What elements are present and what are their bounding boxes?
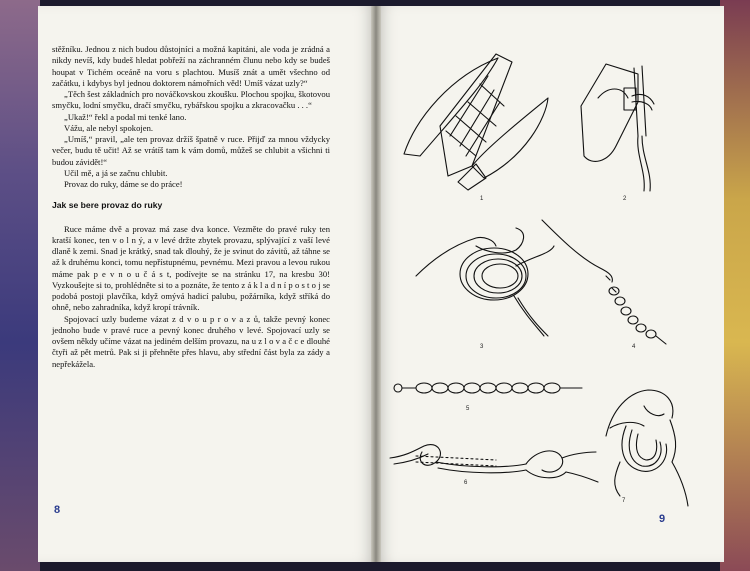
left-page-text: [52, 44, 330, 370]
figure-2-cleat-board: [581, 64, 654, 191]
paragraph: Ruce máme dvě a provaz má zase dva konce. Vezměte do pravé ruky ten kratší konec, ten v o l n ý, a v levé držte zbytek provazu, splývající z vaší levé dlaně k zemi. Snad je krátký, snad tak dlouhý, že je svinut do závitů, až táhne se až k druhému konci, tomu nepřístupnému, pevnému. Mezi pravou a levou rukou máme pak p e v n o u č á s t, podívejte se na stránku 17, na kresbu 30! Vyzkoušejte si to, prohlédněte si to a poznáte, že tento z á k l a d n í p o s t o j se podobá postoji plavčíka, když omývá hadicí palubu, požárníka, když stříká do ohně, nebo zahradníka, když kropí trávník.: [52, 223, 330, 313]
figure-label-3: 3: [480, 344, 484, 350]
figure-3-coiled-rope: [416, 228, 554, 336]
figure-label-4: 4: [632, 344, 636, 350]
page-number-right: 9: [659, 513, 666, 525]
paragraph: „Umíš,“ pravil, „ale ten provaz držíš špatně v ruce. Přijď za mnou vždycky večer, budu tě učit! Až se vrátíš tam k vám domů, můžeš se chlubit a všichni ti budou závidět!“: [52, 134, 330, 167]
figure-1-pocket-knife: [404, 54, 548, 190]
figure-label-1: 1: [480, 196, 484, 202]
paragraph: Provaz do ruky, dáme se do práce!: [64, 179, 183, 189]
paragraph: Spojovací uzly budeme vázat z d v o u p r o v a z ů, takže pevný konec jednoho bude v pravé ruce a pevný konec druhého v levé. Spojovací uzly se ovšem někdy učíme vázat na jediném delším provazu, na u z l o v a č c e dlouhé čtyři až pět metrů. Pak si ji přehněte přes hlavu, aby střední část byla za zády a nepřekážela.: [52, 313, 330, 369]
right-page: [376, 6, 724, 562]
figure-label-5: 5: [466, 406, 470, 412]
book-cover-left: [0, 0, 40, 571]
paragraph: „Těch šest základních pro nováčkovskou zkoušku. Plochou spojku, škotovou smyčku, lodní smyčku, dračí smyčku, rybářskou spojku a zkracovačku . . .“: [52, 89, 330, 111]
figure-label-7: 7: [622, 498, 626, 504]
paragraph: Vážu, ale nebyl spokojen.: [64, 122, 154, 133]
paragraph: Učil mě, a já se začnu chlubit.: [64, 167, 168, 178]
figure-label-6: 6: [464, 480, 468, 486]
book-cover-right: [720, 0, 750, 571]
figure-7-hands-knot: [606, 390, 688, 506]
book-gutter: [371, 6, 381, 562]
page-number-left: 8: [54, 504, 61, 516]
figure-6-rope-bend: [390, 445, 598, 482]
paragraph: „Ukaž!“ řekl a podal mi tenké lano.: [64, 111, 187, 122]
figure-4-chain-sinnet: [542, 220, 666, 344]
figure-label-2: 2: [623, 196, 627, 202]
knot-illustrations: [376, 6, 724, 562]
section-heading: Jak se bere provaz do ruky: [52, 200, 163, 211]
paragraph: stěžníku. Jednou z nich budou důstojníci a možná kapitáni, ale voda je zrádná a nikdy nevíš, kdy budeš hledat pobřeží na záchranném člunu nebo kdy se budeš houpat v Tichém oceáně na voru s plachtou. Musíš znát a umět všechno od začátku, i kdybys byl jednou doktorem námořních věd! Umíš vázat uzly?“: [52, 44, 330, 88]
figure-5-braided-chain: [394, 383, 582, 393]
